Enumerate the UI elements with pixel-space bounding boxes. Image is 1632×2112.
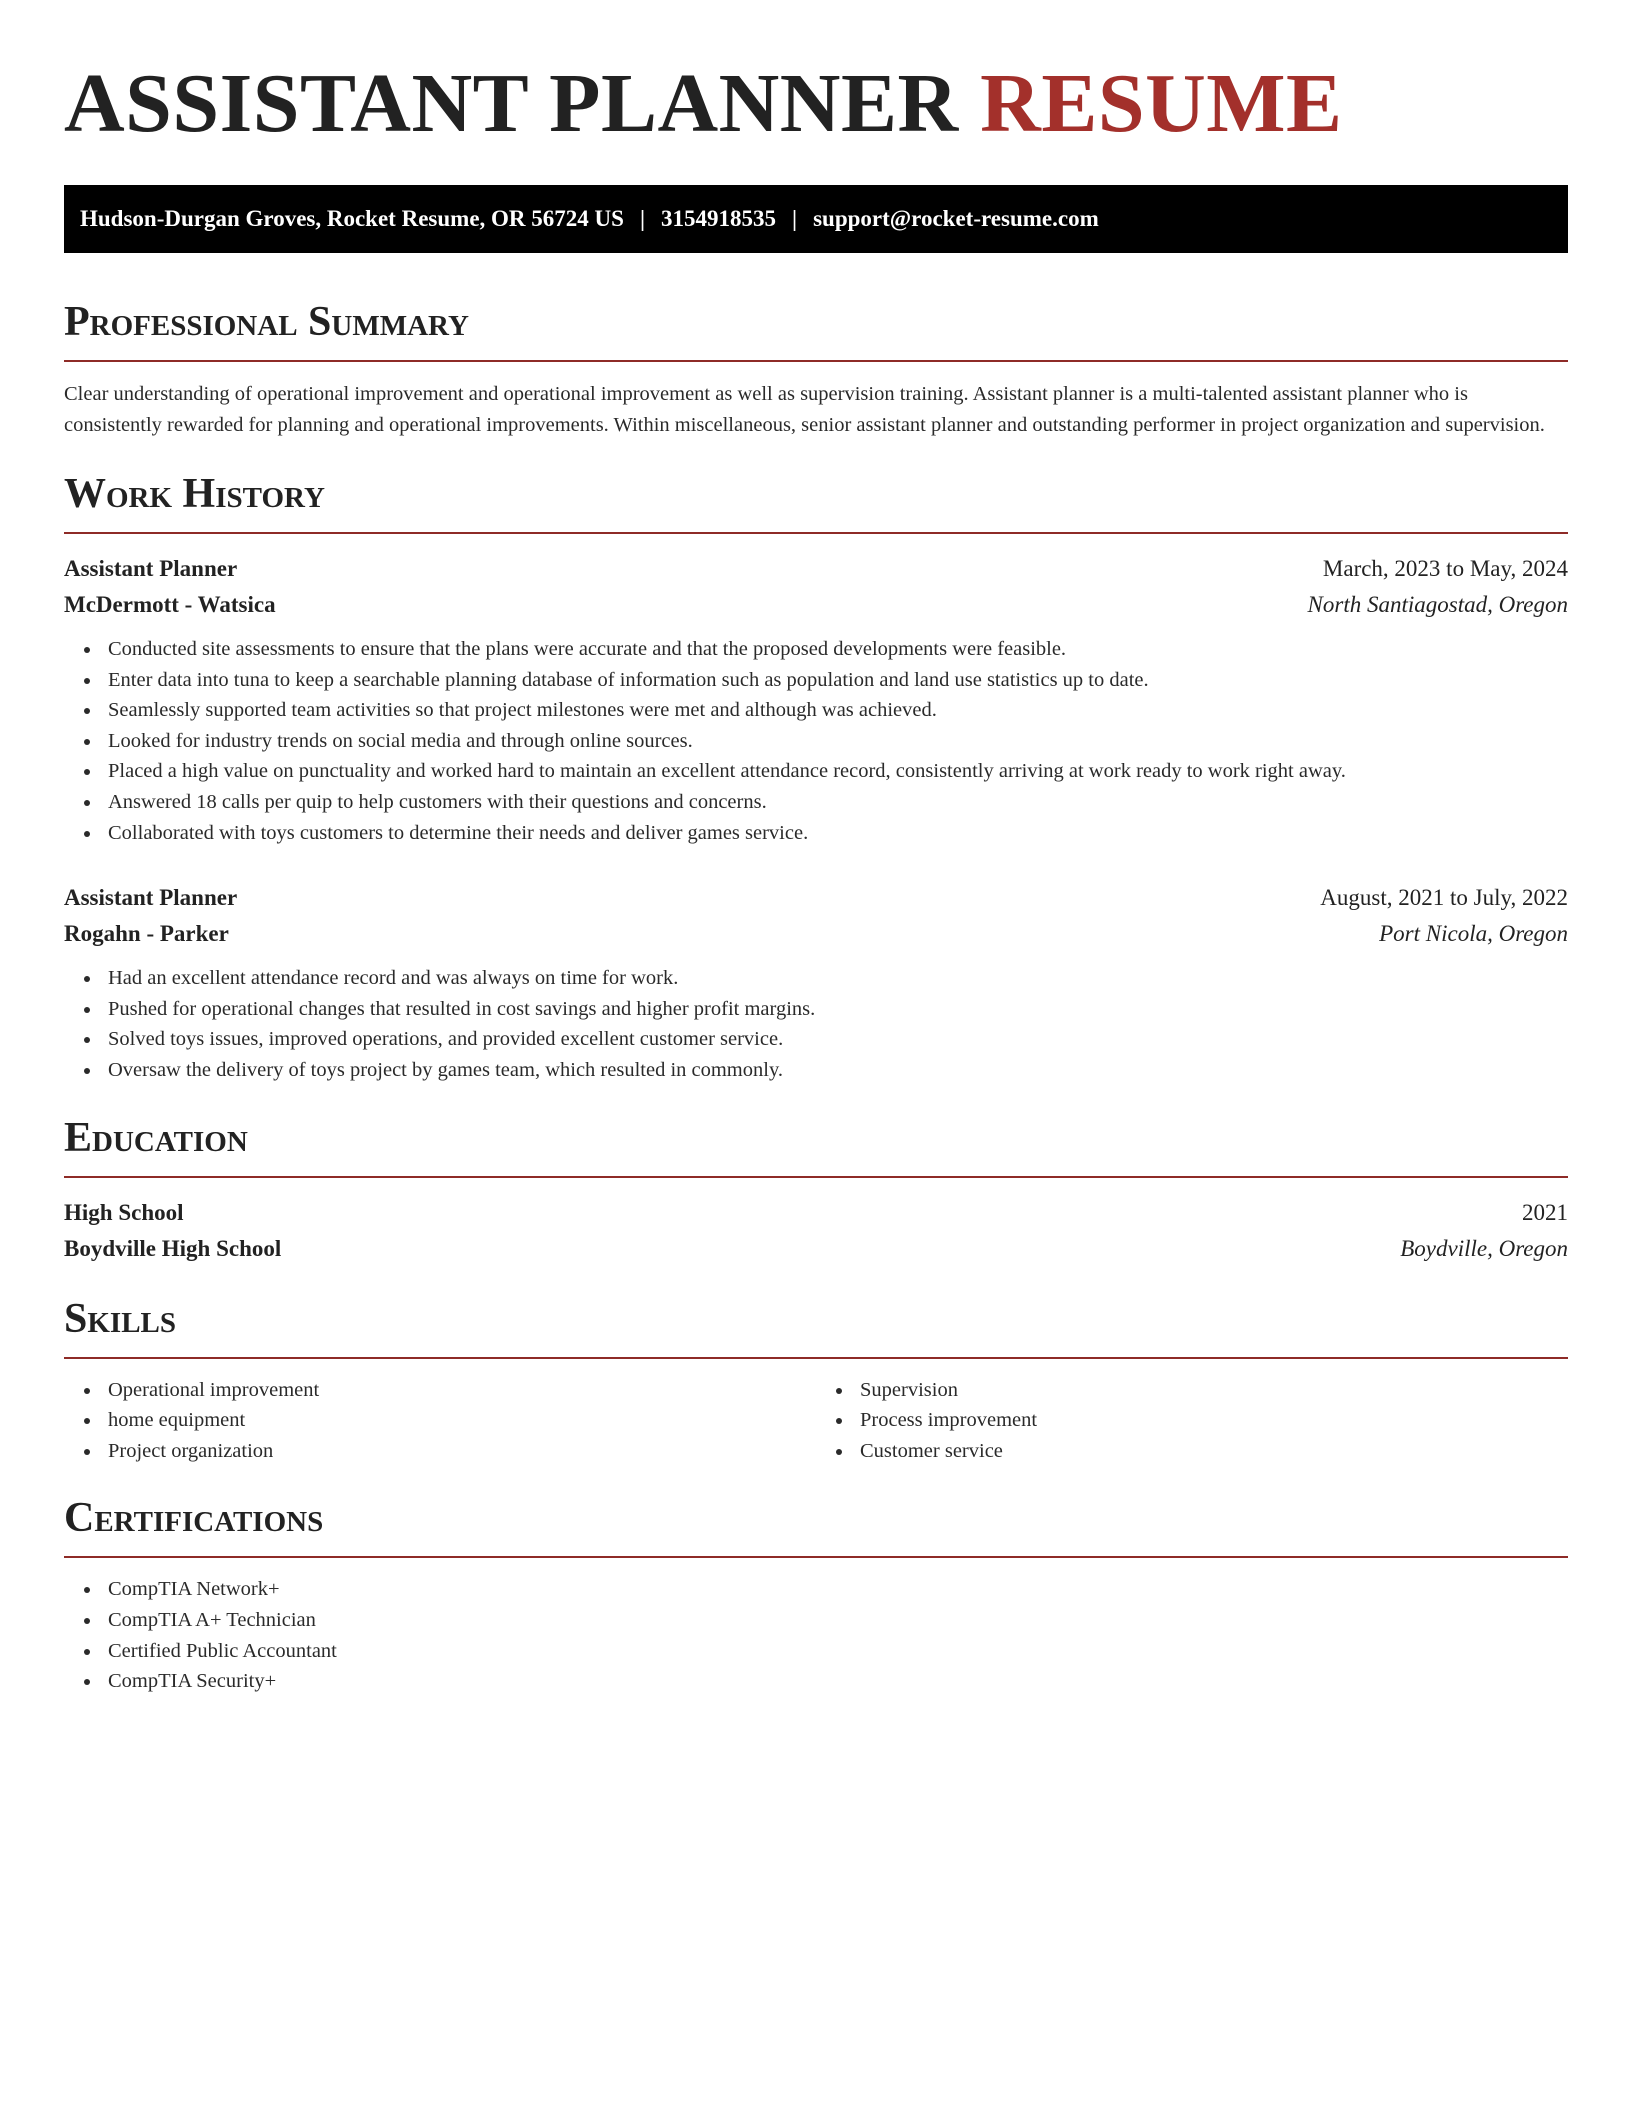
- certification-item: CompTIA A+ Technician: [108, 1605, 1568, 1636]
- summary-section: [64, 296, 1568, 441]
- title-accent: RESUME: [980, 57, 1343, 150]
- job-title: Assistant Planner: [64, 556, 238, 581]
- certifications-heading: Certifications: [64, 1495, 324, 1542]
- skill-item: Customer service: [860, 1436, 1568, 1467]
- job-company-row: [64, 587, 1568, 623]
- job-header-row: [64, 551, 1568, 587]
- contact-separator: |: [792, 206, 798, 231]
- contact-email: support@rocket-resume.com: [813, 206, 1099, 231]
- certification-item: CompTIA Network+: [108, 1574, 1568, 1605]
- list-item: Enter data into tuna to keep a searchable planning database of information such as population and land use statistics up to date.: [108, 665, 1568, 696]
- certification-item: CompTIA Security+: [108, 1666, 1568, 1697]
- work-heading: Work History: [64, 471, 325, 517]
- skill-item: Operational improvement: [108, 1375, 816, 1406]
- skill-item: home equipment: [108, 1405, 816, 1436]
- job-location: Port Nicola, Oregon: [1379, 921, 1568, 947]
- contact-address: Hudson-Durgan Groves, Rocket Resume, OR 56724 US: [80, 206, 624, 231]
- skills-grid: [64, 1375, 1568, 1467]
- education-degree: High School: [64, 1199, 184, 1225]
- list-item: Conducted site assessments to ensure that the plans were accurate and that the proposed developments were feasible.: [108, 634, 1568, 665]
- section-divider: [64, 360, 1568, 362]
- section-divider: [64, 532, 1568, 534]
- resume-title: [64, 56, 1568, 152]
- education-school-row: [64, 1231, 1568, 1267]
- education-section: [64, 1112, 1568, 1267]
- job-header-row: [64, 880, 1568, 916]
- job-company: Rogahn - Parker: [64, 921, 229, 947]
- certifications-list: [64, 1574, 1568, 1696]
- list-item: Collaborated with toys customers to determine their needs and deliver games service.: [108, 818, 1568, 849]
- section-divider: [64, 1176, 1568, 1178]
- list-item: Solved toys issues, improved operations, and provided excellent customer service.: [108, 1024, 1568, 1055]
- skill-item: Supervision: [860, 1375, 1568, 1406]
- education-location: Boydville, Oregon: [1400, 1235, 1568, 1261]
- job-location: North Santiagostad, Oregon: [1307, 592, 1568, 617]
- job-bullets: [64, 634, 1568, 848]
- certifications-section: [64, 1492, 1568, 1696]
- skill-item: Process improvement: [860, 1405, 1568, 1436]
- work-section: [64, 468, 1568, 1086]
- education-heading: Education: [64, 1114, 248, 1161]
- skills-list-right: [816, 1375, 1568, 1467]
- job-company-row: [64, 916, 1568, 952]
- list-item: Answered 18 calls per quip to help customers with their questions and concerns.: [108, 787, 1568, 818]
- list-item: Placed a high value on punctuality and worked hard to maintain an excellent attendance record, consistently arriving at work ready to work right away.: [108, 756, 1568, 787]
- title-main: ASSISTANT PLANNER: [64, 57, 959, 150]
- job-dates: August, 2021 to July, 2022: [1320, 885, 1568, 911]
- list-item: Oversaw the delivery of toys project by games team, which resulted in commonly.: [108, 1055, 1568, 1086]
- job-bullets: [64, 963, 1568, 1085]
- education-year: 2021: [1522, 1199, 1568, 1225]
- contact-bar: [64, 185, 1568, 253]
- job-title: Assistant Planner: [64, 885, 238, 911]
- education-entry: [64, 1195, 1568, 1267]
- list-item: Looked for industry trends on social media and through online sources.: [108, 726, 1568, 757]
- section-divider: [64, 1357, 1568, 1359]
- certification-item: Certified Public Accountant: [108, 1636, 1568, 1667]
- job-dates: March, 2023 to May, 2024: [1322, 556, 1568, 581]
- summary-text: Clear understanding of operational improvement and operational improvement as well as supervision training. Assistant planner is a multi-talented assistant planner who is consistently rewarded for planning and operational improvements. Within miscellaneous, senior assistant planner and outstanding performer in project organization and supervision.: [64, 383, 1545, 436]
- contact-separator: |: [639, 206, 646, 231]
- section-divider: [64, 1556, 1568, 1558]
- job-company: McDermott - Watsica: [64, 592, 276, 617]
- skills-heading: Skills: [64, 1295, 177, 1342]
- contact-phone: 3154918535: [661, 206, 777, 231]
- skill-item: Project organization: [108, 1436, 816, 1467]
- list-item: Had an excellent attendance record and was always on time for work.: [108, 963, 1568, 994]
- education-header-row: [64, 1195, 1568, 1231]
- education-school: Boydville High School: [64, 1235, 282, 1261]
- skills-section: [64, 1293, 1568, 1467]
- list-item: Pushed for operational changes that resulted in cost savings and higher profit margins.: [108, 994, 1568, 1025]
- summary-heading: Professional Summary: [64, 299, 469, 345]
- job-entry: [64, 551, 1568, 848]
- skills-list-left: [64, 1375, 816, 1467]
- list-item: Seamlessly supported team activities so that project milestones were met and although was achieved.: [108, 695, 1568, 726]
- job-entry: [64, 880, 1568, 1085]
